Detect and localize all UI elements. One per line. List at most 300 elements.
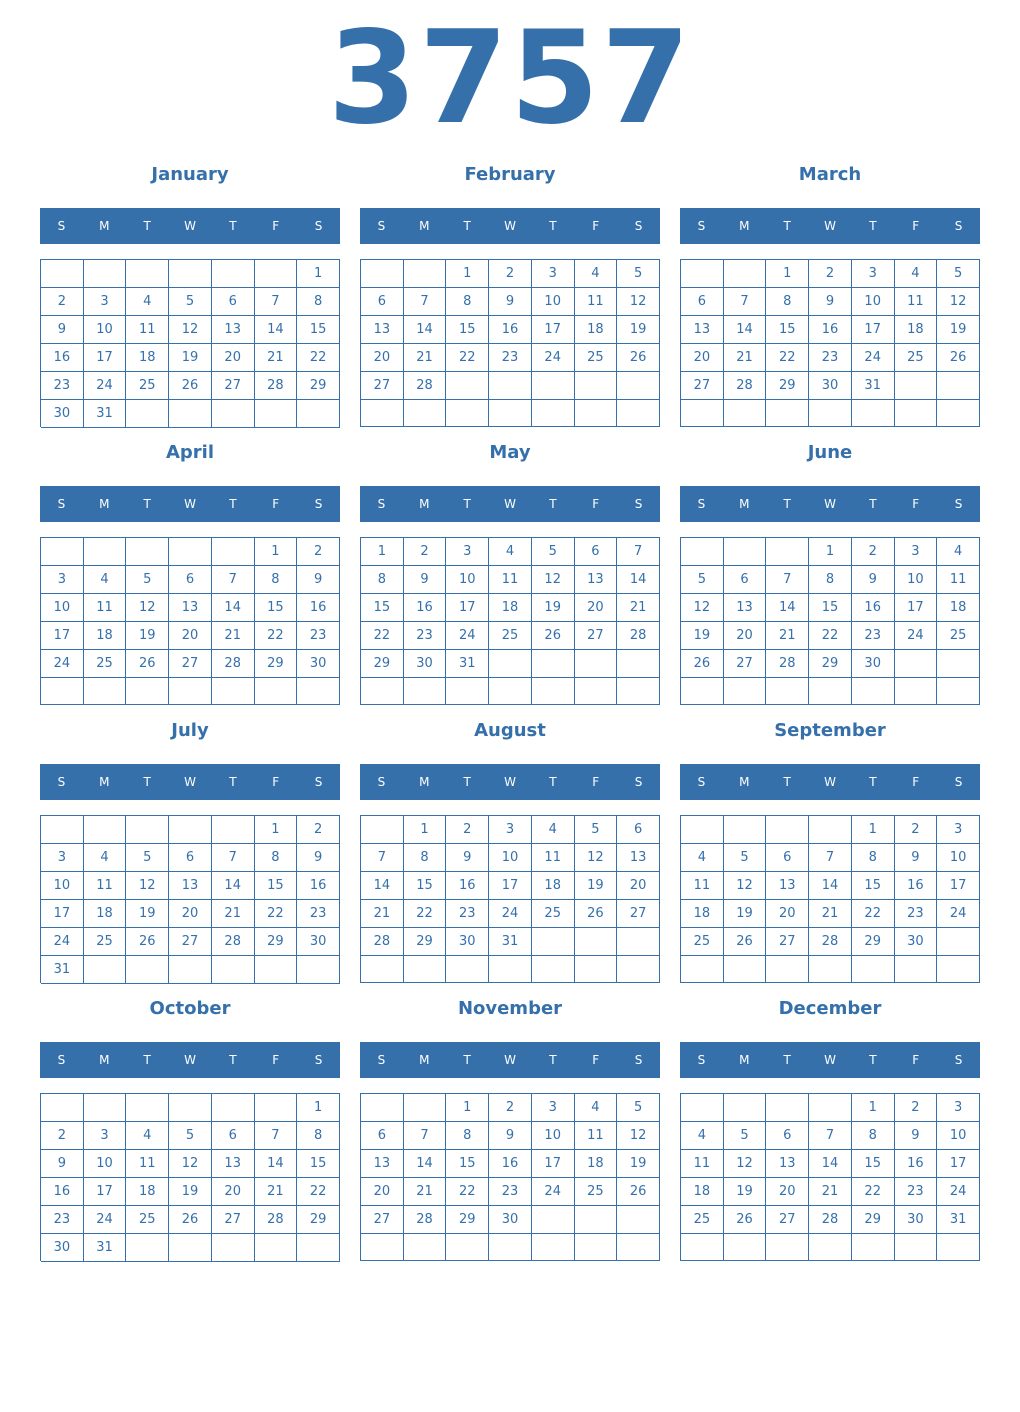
day-cell: 24 <box>532 1178 575 1206</box>
day-cell: 12 <box>126 872 169 900</box>
day-cell: 5 <box>724 844 767 872</box>
empty-day-cell <box>255 1094 298 1122</box>
day-cell: 21 <box>617 594 660 622</box>
empty-day-cell <box>724 400 767 427</box>
day-cell: 3 <box>852 260 895 288</box>
weekday-label: S <box>954 775 963 789</box>
day-cell: 10 <box>446 566 489 594</box>
empty-day-cell <box>724 538 767 566</box>
day-cell: 29 <box>766 372 809 400</box>
empty-day-cell <box>446 372 489 400</box>
empty-day-cell <box>361 1094 404 1122</box>
weekday-label: M <box>419 497 430 511</box>
day-cell: 9 <box>489 288 532 316</box>
day-cell: 6 <box>575 538 618 566</box>
day-cell: 9 <box>895 844 938 872</box>
empty-day-cell <box>937 650 980 678</box>
day-cell: 16 <box>41 344 84 372</box>
day-cell: 25 <box>937 622 980 650</box>
empty-day-cell <box>532 372 575 400</box>
day-cell: 23 <box>809 344 852 372</box>
empty-day-cell <box>766 1234 809 1261</box>
day-cell: 6 <box>681 288 724 316</box>
empty-day-cell <box>681 1094 724 1122</box>
day-cell: 11 <box>84 594 127 622</box>
day-cell: 16 <box>895 1150 938 1178</box>
day-cell: 11 <box>575 288 618 316</box>
empty-day-cell <box>766 956 809 983</box>
day-cell: 1 <box>297 1094 340 1122</box>
day-cell: 13 <box>766 1150 809 1178</box>
day-cell: 10 <box>489 844 532 872</box>
weekday-label: F <box>272 775 280 789</box>
day-cell: 10 <box>41 594 84 622</box>
empty-day-cell <box>895 956 938 983</box>
day-cell: 24 <box>937 1178 980 1206</box>
empty-day-cell <box>41 1094 84 1122</box>
weekday-label: T <box>463 1053 471 1067</box>
day-cell: 31 <box>852 372 895 400</box>
day-cell: 5 <box>126 566 169 594</box>
day-grid <box>680 815 980 983</box>
empty-day-cell <box>84 956 127 984</box>
weekday-label: W <box>824 497 836 511</box>
day-cell: 23 <box>41 372 84 400</box>
day-cell: 17 <box>84 1178 127 1206</box>
empty-day-cell <box>895 650 938 678</box>
empty-day-cell <box>575 678 618 705</box>
day-cell: 9 <box>41 1150 84 1178</box>
day-cell: 14 <box>212 594 255 622</box>
day-cell: 8 <box>852 844 895 872</box>
weekday-label: M <box>739 775 750 789</box>
empty-day-cell <box>126 1234 169 1262</box>
empty-day-cell <box>532 400 575 427</box>
weekday-label: S <box>57 497 66 511</box>
day-cell: 27 <box>617 900 660 928</box>
day-cell: 20 <box>617 872 660 900</box>
day-cell: 29 <box>297 1206 340 1234</box>
weekday-label: W <box>184 1053 196 1067</box>
empty-day-cell <box>169 678 212 705</box>
day-cell: 6 <box>766 844 809 872</box>
weekday-label: S <box>954 1053 963 1067</box>
weekday-label: S <box>314 219 323 233</box>
day-cell: 19 <box>169 344 212 372</box>
day-cell: 22 <box>446 344 489 372</box>
day-cell: 13 <box>766 872 809 900</box>
day-cell: 8 <box>809 566 852 594</box>
empty-day-cell <box>446 1234 489 1261</box>
empty-day-cell <box>575 956 618 983</box>
empty-day-cell <box>41 538 84 566</box>
empty-day-cell <box>575 372 618 400</box>
empty-day-cell <box>126 678 169 705</box>
weekday-label: S <box>314 497 323 511</box>
weekday-label: W <box>184 219 196 233</box>
empty-day-cell <box>404 1234 447 1261</box>
day-cell: 27 <box>724 650 767 678</box>
day-cell: 6 <box>617 816 660 844</box>
empty-day-cell <box>169 1234 212 1262</box>
empty-day-cell <box>766 678 809 705</box>
day-cell: 20 <box>766 900 809 928</box>
empty-day-cell <box>297 1234 340 1262</box>
day-cell: 7 <box>212 566 255 594</box>
day-cell: 2 <box>41 288 84 316</box>
empty-day-cell <box>681 1234 724 1261</box>
day-cell: 26 <box>724 928 767 956</box>
weekday-label: S <box>377 775 386 789</box>
day-cell: 18 <box>575 1150 618 1178</box>
day-cell: 4 <box>126 288 169 316</box>
day-cell: 8 <box>446 288 489 316</box>
weekday-header <box>40 1042 340 1078</box>
day-cell: 5 <box>724 1122 767 1150</box>
day-cell: 20 <box>361 1178 404 1206</box>
day-cell: 3 <box>446 538 489 566</box>
day-grid <box>360 1093 660 1261</box>
day-cell: 30 <box>895 928 938 956</box>
day-cell: 1 <box>446 1094 489 1122</box>
day-cell: 3 <box>41 844 84 872</box>
day-cell: 24 <box>41 650 84 678</box>
day-cell: 22 <box>255 900 298 928</box>
month-name: December <box>778 998 882 1019</box>
day-cell: 25 <box>84 928 127 956</box>
day-cell: 13 <box>212 1150 255 1178</box>
day-cell: 11 <box>84 872 127 900</box>
day-cell: 9 <box>297 844 340 872</box>
day-cell: 4 <box>126 1122 169 1150</box>
day-cell: 13 <box>575 566 618 594</box>
empty-day-cell <box>361 678 404 705</box>
day-cell: 26 <box>681 650 724 678</box>
day-cell: 3 <box>937 816 980 844</box>
day-cell: 14 <box>766 594 809 622</box>
day-cell: 8 <box>297 288 340 316</box>
day-cell: 26 <box>575 900 618 928</box>
day-cell: 26 <box>126 928 169 956</box>
day-cell: 3 <box>84 288 127 316</box>
empty-day-cell <box>126 260 169 288</box>
empty-day-cell <box>681 538 724 566</box>
weekday-label: S <box>954 497 963 511</box>
day-cell: 30 <box>297 928 340 956</box>
day-cell: 2 <box>809 260 852 288</box>
day-cell: 22 <box>404 900 447 928</box>
day-cell: 7 <box>255 288 298 316</box>
day-cell: 26 <box>617 344 660 372</box>
day-cell: 27 <box>766 1206 809 1234</box>
day-cell: 24 <box>532 344 575 372</box>
day-cell: 11 <box>895 288 938 316</box>
day-cell: 28 <box>724 372 767 400</box>
day-cell: 14 <box>617 566 660 594</box>
empty-day-cell <box>361 1234 404 1261</box>
empty-day-cell <box>404 260 447 288</box>
day-cell: 15 <box>446 1150 489 1178</box>
month-name: September <box>774 720 886 741</box>
day-grid <box>680 259 980 427</box>
empty-day-cell <box>532 650 575 678</box>
weekday-label: M <box>739 1053 750 1067</box>
day-cell: 2 <box>404 538 447 566</box>
weekday-label: S <box>314 1053 323 1067</box>
day-cell: 21 <box>212 900 255 928</box>
empty-day-cell <box>41 260 84 288</box>
day-cell: 29 <box>361 650 404 678</box>
empty-day-cell <box>255 956 298 984</box>
day-cell: 12 <box>681 594 724 622</box>
day-cell: 4 <box>575 260 618 288</box>
weekday-label: M <box>739 219 750 233</box>
empty-day-cell <box>361 816 404 844</box>
empty-day-cell <box>937 1234 980 1261</box>
empty-day-cell <box>126 400 169 428</box>
day-cell: 9 <box>446 844 489 872</box>
day-cell: 28 <box>361 928 404 956</box>
day-grid <box>40 537 340 705</box>
day-cell: 20 <box>169 622 212 650</box>
day-cell: 19 <box>126 622 169 650</box>
day-cell: 6 <box>724 566 767 594</box>
day-cell: 20 <box>575 594 618 622</box>
day-cell: 21 <box>361 900 404 928</box>
day-cell: 13 <box>169 872 212 900</box>
empty-day-cell <box>126 538 169 566</box>
empty-day-cell <box>212 956 255 984</box>
day-cell: 4 <box>84 566 127 594</box>
day-cell: 3 <box>895 538 938 566</box>
day-cell: 30 <box>489 1206 532 1234</box>
day-cell: 25 <box>681 928 724 956</box>
day-cell: 27 <box>681 372 724 400</box>
weekday-label: T <box>783 219 791 233</box>
weekday-label: S <box>377 1053 386 1067</box>
empty-day-cell <box>404 956 447 983</box>
empty-day-cell <box>852 678 895 705</box>
weekday-label: W <box>504 1053 516 1067</box>
day-cell: 24 <box>895 622 938 650</box>
day-cell: 2 <box>297 816 340 844</box>
weekday-label: F <box>912 1053 920 1067</box>
empty-day-cell <box>575 928 618 956</box>
day-cell: 5 <box>681 566 724 594</box>
day-cell: 25 <box>575 344 618 372</box>
day-cell: 7 <box>361 844 404 872</box>
empty-day-cell <box>895 400 938 427</box>
weekday-label: S <box>57 775 66 789</box>
weekday-label: S <box>697 219 706 233</box>
day-cell: 25 <box>84 650 127 678</box>
day-cell: 20 <box>212 1178 255 1206</box>
day-cell: 9 <box>489 1122 532 1150</box>
day-cell: 1 <box>766 260 809 288</box>
day-cell: 18 <box>126 1178 169 1206</box>
day-cell: 9 <box>404 566 447 594</box>
weekday-label: T <box>869 497 877 511</box>
day-cell: 15 <box>361 594 404 622</box>
day-cell: 3 <box>84 1122 127 1150</box>
day-cell: 11 <box>937 566 980 594</box>
day-cell: 24 <box>84 372 127 400</box>
day-cell: 29 <box>852 928 895 956</box>
day-cell: 28 <box>255 1206 298 1234</box>
weekday-label: T <box>463 497 471 511</box>
empty-day-cell <box>575 1206 618 1234</box>
weekday-label: T <box>143 497 151 511</box>
empty-day-cell <box>937 400 980 427</box>
weekday-label: T <box>229 219 237 233</box>
empty-day-cell <box>937 678 980 705</box>
weekday-label: F <box>592 775 600 789</box>
day-cell: 19 <box>169 1178 212 1206</box>
month-name: January <box>151 164 229 185</box>
day-cell: 29 <box>809 650 852 678</box>
empty-day-cell <box>361 260 404 288</box>
empty-day-cell <box>297 956 340 984</box>
weekday-label: W <box>824 775 836 789</box>
day-cell: 19 <box>126 900 169 928</box>
day-cell: 28 <box>809 1206 852 1234</box>
day-cell: 29 <box>446 1206 489 1234</box>
day-cell: 4 <box>937 538 980 566</box>
day-cell: 19 <box>937 316 980 344</box>
empty-day-cell <box>617 956 660 983</box>
day-cell: 24 <box>84 1206 127 1234</box>
day-cell: 27 <box>212 1206 255 1234</box>
day-cell: 31 <box>84 400 127 428</box>
empty-day-cell <box>852 400 895 427</box>
empty-day-cell <box>617 400 660 427</box>
weekday-label: W <box>184 775 196 789</box>
day-cell: 7 <box>809 844 852 872</box>
day-cell: 8 <box>297 1122 340 1150</box>
month-name: June <box>807 442 853 463</box>
day-cell: 16 <box>404 594 447 622</box>
empty-day-cell <box>681 260 724 288</box>
day-cell: 7 <box>617 538 660 566</box>
day-cell: 18 <box>575 316 618 344</box>
weekday-label: T <box>549 219 557 233</box>
weekday-label: S <box>697 775 706 789</box>
empty-day-cell <box>809 1234 852 1261</box>
day-cell: 31 <box>84 1234 127 1262</box>
weekday-label: S <box>697 497 706 511</box>
day-cell: 18 <box>681 900 724 928</box>
day-cell: 21 <box>404 1178 447 1206</box>
day-cell: 24 <box>41 928 84 956</box>
empty-day-cell <box>681 956 724 983</box>
day-cell: 27 <box>361 1206 404 1234</box>
day-cell: 13 <box>617 844 660 872</box>
day-cell: 8 <box>255 844 298 872</box>
day-cell: 17 <box>41 622 84 650</box>
day-cell: 1 <box>852 816 895 844</box>
day-grid <box>40 1093 340 1261</box>
empty-day-cell <box>681 678 724 705</box>
day-cell: 25 <box>895 344 938 372</box>
weekday-label: T <box>869 1053 877 1067</box>
day-cell: 24 <box>446 622 489 650</box>
day-cell: 17 <box>489 872 532 900</box>
day-cell: 15 <box>766 316 809 344</box>
empty-day-cell <box>361 400 404 427</box>
day-cell: 21 <box>809 1178 852 1206</box>
day-cell: 21 <box>766 622 809 650</box>
weekday-header <box>680 764 980 800</box>
day-cell: 23 <box>852 622 895 650</box>
weekday-label: W <box>504 775 516 789</box>
empty-day-cell <box>169 816 212 844</box>
empty-day-cell <box>297 678 340 705</box>
day-cell: 22 <box>852 900 895 928</box>
day-cell: 18 <box>895 316 938 344</box>
day-cell: 4 <box>532 816 575 844</box>
day-cell: 5 <box>617 260 660 288</box>
day-cell: 15 <box>255 594 298 622</box>
day-cell: 4 <box>84 844 127 872</box>
empty-day-cell <box>489 678 532 705</box>
day-cell: 30 <box>895 1206 938 1234</box>
day-cell: 24 <box>852 344 895 372</box>
day-cell: 9 <box>297 566 340 594</box>
day-cell: 20 <box>169 900 212 928</box>
day-cell: 3 <box>532 260 575 288</box>
empty-day-cell <box>895 372 938 400</box>
day-cell: 15 <box>809 594 852 622</box>
empty-day-cell <box>212 400 255 428</box>
empty-day-cell <box>766 816 809 844</box>
day-cell: 10 <box>41 872 84 900</box>
weekday-label: S <box>634 775 643 789</box>
day-cell: 14 <box>212 872 255 900</box>
day-cell: 1 <box>297 260 340 288</box>
weekday-label: F <box>272 219 280 233</box>
weekday-label: M <box>739 497 750 511</box>
empty-day-cell <box>212 1094 255 1122</box>
day-cell: 6 <box>766 1122 809 1150</box>
empty-day-cell <box>255 400 298 428</box>
day-cell: 11 <box>126 1150 169 1178</box>
day-cell: 29 <box>255 928 298 956</box>
empty-day-cell <box>169 260 212 288</box>
day-cell: 20 <box>361 344 404 372</box>
empty-day-cell <box>212 816 255 844</box>
day-cell: 14 <box>255 1150 298 1178</box>
day-cell: 16 <box>297 872 340 900</box>
empty-day-cell <box>126 1094 169 1122</box>
empty-day-cell <box>489 956 532 983</box>
weekday-label: F <box>272 1053 280 1067</box>
day-cell: 26 <box>937 344 980 372</box>
weekday-label: F <box>592 497 600 511</box>
day-grid <box>40 815 340 983</box>
day-cell: 4 <box>895 260 938 288</box>
day-cell: 20 <box>212 344 255 372</box>
day-cell: 10 <box>852 288 895 316</box>
day-grid <box>40 259 340 427</box>
empty-day-cell <box>532 956 575 983</box>
day-cell: 12 <box>724 1150 767 1178</box>
weekday-label: F <box>272 497 280 511</box>
weekday-label: W <box>824 219 836 233</box>
empty-day-cell <box>446 678 489 705</box>
day-cell: 12 <box>617 288 660 316</box>
empty-day-cell <box>852 956 895 983</box>
day-cell: 7 <box>255 1122 298 1150</box>
